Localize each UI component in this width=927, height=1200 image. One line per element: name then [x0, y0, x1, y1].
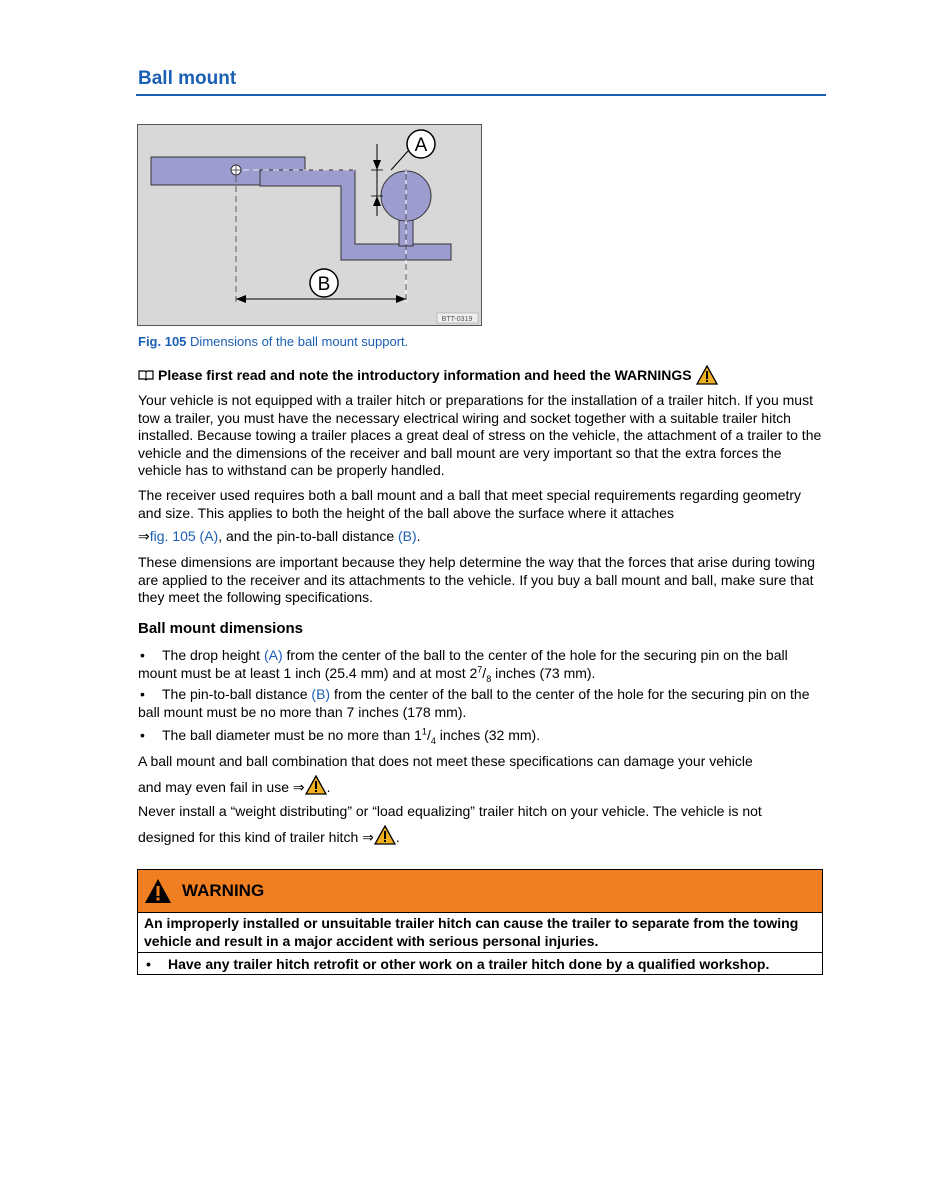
warning-triangle-icon [696, 365, 718, 385]
fig-105-a-link[interactable]: fig. 105 (A) [149, 528, 219, 544]
figure-code: BTT-0319 [441, 316, 473, 323]
warning-sign-icon [144, 878, 172, 904]
dimensions-paragraph: These dimensions are important because they help determine the way that the forces that arise during towing are applied to the receiver and its attachments to the vehicle. If you buy a ball mount and ball, make sure that they meet the following specifications. [138, 554, 816, 605]
warning-bullet [144, 953, 816, 974]
a-link[interactable]: (A) [263, 647, 283, 663]
ref-mid-text: , and the pin-to-ball distance [218, 528, 398, 544]
bullet-drop-height [138, 647, 828, 682]
bullet-text: from the center of the ball to the center of the hole for the securing pin on the ball mount must be no more than 7 inches (178 mm). [138, 686, 810, 720]
fraction-denominator: 4 [430, 735, 436, 746]
bullet-text: from the center of the ball to the center of the hole for the securing pin on the ball mount must be at least 1 inch (25.4 mm) and at most 2 [138, 647, 788, 681]
bullet-text: inches (32 mm). [435, 727, 541, 743]
bullet-dot: • [140, 686, 145, 702]
bullet-text: inches (73 mm). [491, 664, 596, 681]
fraction-slash: / [426, 727, 431, 743]
combination-text: and may even fail in use ⇒ [138, 779, 305, 795]
bullet-pin-to-ball [138, 686, 828, 721]
fraction-numerator: 1 [421, 726, 427, 737]
bullet-dot: • [140, 647, 145, 663]
note-heading [138, 365, 718, 385]
fraction-numerator: 7 [477, 663, 483, 674]
warning-triangle-icon[interactable] [305, 775, 327, 795]
never-install-paragraph-line1: Never install a “weight distributing” or “load equalizing” trailer hitch on your vehicle. The vehicle is not [138, 803, 762, 819]
warning-bullet-text: Have any trailer hitch retrofit or other work on a trailer hitch done by a qualified workshop. [168, 956, 770, 972]
book-icon [138, 369, 154, 381]
note-heading-text: Please first read and note the introductory information and heed the WARNINGS [158, 367, 692, 383]
callout-b-label: B [317, 274, 331, 295]
b-link[interactable]: (B) [311, 686, 331, 702]
caption-text: Dimensions of the ball mount support. [190, 334, 409, 349]
never-install-text: designed for this kind of trailer hitch ⇒ [138, 829, 374, 845]
figure-caption [138, 334, 408, 349]
ref-arrow: ⇒ [138, 528, 150, 544]
receiver-paragraph-refs [138, 528, 828, 546]
receiver-paragraph [138, 487, 828, 522]
bullet-text: The pin-to-ball distance [162, 686, 312, 702]
never-install-paragraph-line2 [138, 825, 828, 847]
fraction-denominator: 8 [486, 673, 492, 684]
bullet-dot: • [140, 727, 145, 743]
caption-number: Fig. 105 [138, 334, 187, 349]
warning-text: An improperly installed or unsuitable trailer hitch can cause the trailer to separate from the towing vehicle and result in a major accident with serious personal injuries. [144, 915, 799, 949]
combination-paragraph-line2 [138, 775, 828, 797]
b-link[interactable]: (B) [398, 528, 417, 544]
bullet-dot: • [146, 956, 151, 972]
intro-paragraph: Your vehicle is not equipped with a trailer hitch or preparations for the installation of a trailer hitch. If you must tow a trailer, you must have the necessary electrical wiring and socket together with a suitable trailer hitch installed. Because towing a trailer places a great deal of stress on the vehicle, the attachment of a trailer to the vehicle and the dimensions of the receiver and ball mount are very important so that the extra forces the vehicle has to withstand can be properly handled. [138, 392, 822, 478]
combination-end: . [326, 779, 331, 795]
subheading: Ball mount dimensions [138, 620, 304, 637]
callout-a-label: A [414, 135, 428, 156]
bullet-ball-diameter [138, 727, 828, 745]
warning-label: WARNING [182, 881, 265, 900]
page-title: Ball mount [138, 68, 237, 89]
bullet-text: The ball diameter must be no more than 1 [162, 727, 422, 743]
fraction-slash: / [482, 664, 487, 681]
bullet-text: The drop height [162, 647, 264, 663]
combination-paragraph-line1: A ball mount and ball combination that does not meet these specifications can damage your vehicle [138, 753, 753, 769]
receiver-paragraph-text: The receiver used requires both a ball mount and a ball that meet special requirements regarding geometry and size. This applies to both the height of the ball above the surface where it attaches [138, 487, 802, 521]
warning-box [137, 869, 823, 975]
title-rule [136, 94, 826, 96]
never-install-end: . [395, 829, 400, 845]
warning-header [138, 870, 822, 913]
ref-end: . [416, 528, 421, 544]
warning-triangle-icon[interactable] [374, 825, 396, 845]
ball-mount-figure [137, 124, 482, 326]
warning-body [138, 913, 822, 976]
